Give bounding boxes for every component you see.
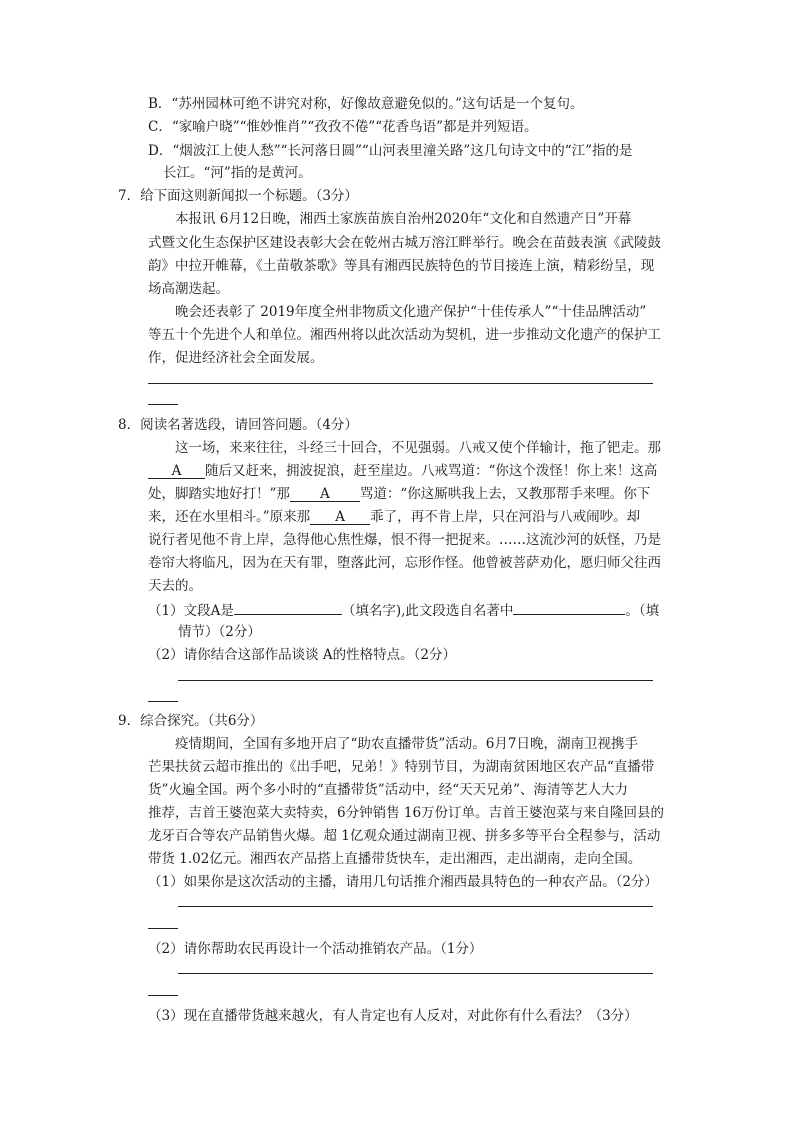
q7-news-line6: 等五十个先进个人和单位。湘西州将以此次活动为契机，进一步推动文化遗产的保护工 — [148, 327, 661, 343]
q9-passage-line3: 货”火遍全国。两个多小时的“直播带货”活动中，经“天天兄弟”、海清等艺人大力 — [148, 782, 629, 798]
q8-passage-line4-text-b: 乖了，再不肯上岸，只在河沿与八戒闹吵。却 — [370, 509, 641, 525]
q8-heading: 8．阅读名著选段，请回答问题。（4分） — [118, 417, 358, 433]
q6-option-d-line2: 长江。“河”指的是黄河。 — [163, 165, 312, 181]
q6-option-c: C．“家喻户晓”“惟妙惟肖”“孜孜不倦”“花香鸟语”都是并列短语。 — [148, 119, 538, 135]
q8-sub1-cont: 情节）（2分） — [178, 624, 261, 640]
q9-sub1: （1）如果你是这次活动的主播，请用几句话推介湘西最具特色的一种农产品。（2分） — [148, 874, 658, 890]
q7-heading: 7．给下面这则新闻拟一个标题。（3分） — [118, 188, 358, 204]
q7-news-line5: 晚会还表彰了 2019年度全州非物质文化遗产保护“十佳传承人”“十佳品牌活动” — [175, 304, 647, 320]
q8-sub2-answer-line-tail — [148, 701, 178, 702]
q8-blank-a-1: A — [148, 460, 205, 479]
q9-passage-line6: 带货 1.02亿元。湘西农产品搭上直播带货快车，走出湘西，走出湖南，走向全国。 — [148, 851, 642, 867]
q8-passage-line6: 卷帘大将临凡，因为在天有罪，堕落此河，忘形作怪。他曾被菩萨劝化，愿归师父往西 — [148, 555, 661, 571]
q8-passage-line2-text: 随后又赶来，拥波捉浪，赶至崖边。八戒骂道：“你这个泼怪！你上来！这高 — [205, 463, 658, 479]
q9-sub3: （3）现在直播带货越来越火，有人肯定也有人反对，对此你有什么看法？（3分） — [148, 1008, 638, 1024]
q8-passage-line3-text-b: 骂道：“你这厮哄我上去，又教那帮手来哩。你下 — [359, 486, 651, 502]
q7-news-line3: 韵》中拉开帷幕，《土苗敬茶歌》等具有湘西民族特色的节目接连上演，精彩纷呈，现 — [148, 258, 655, 274]
q8-sub1-text-c: 。（填 — [625, 603, 660, 619]
q8-sub1 — [148, 598, 659, 623]
q8-passage-line2 — [148, 460, 657, 483]
q8-passage-line4-text-a: 来，还在水里相斗。”原来那 — [148, 509, 311, 525]
q8-blank-a-3: A — [310, 506, 370, 525]
q6-option-b: B．“苏州园林可绝不讲究对称，好像故意避免似的。”这句话是一个复句。 — [148, 96, 584, 112]
q9-passage-line5: 龙牙百合等农产品销售火爆。超 1亿观众通过湖南卫视、拼多多等平台全程参与，活动 — [148, 828, 661, 844]
q6-option-d-line1: D．“烟波江上使人愁”“长河落日圆”“山河表里潼关路”这几句诗文中的“江”指的是 — [148, 143, 633, 159]
q9-passage-line1: 疫情期间，全国有多地开启了“助农直播带货”活动。6月7日晚，湖南卫视携手 — [175, 736, 638, 752]
q8-sub2: （2）请你结合这部作品谈谈 A的性格特点。（2分） — [148, 647, 456, 663]
q8-passage-line4 — [148, 506, 640, 529]
q8-passage-line1: 这一场，来来往往，斗经三十回合，不见强弱。八戒又使个佯输计，拖了钯走。那 — [175, 440, 661, 456]
q9-sub2-answer-line-tail — [148, 995, 178, 996]
q7-answer-line[interactable] — [148, 383, 653, 384]
q7-news-line4: 场高潮迭起。 — [148, 281, 229, 297]
q8-passage-line7: 天去的。 — [148, 578, 202, 594]
q8-sub1-plot-blank[interactable] — [513, 598, 625, 615]
q8-passage-line5: 说行者见他不肯上岸，急得他心焦性爆，恨不得一把捉来。……这流沙河的妖怪，乃是 — [148, 532, 661, 548]
q7-news-line7: 作，促进经济社会全面发展。 — [148, 350, 324, 366]
q8-blank-a-2: A — [290, 483, 360, 502]
q8-sub2-answer-line[interactable] — [178, 680, 653, 681]
q9-heading: 9．综合探究。（共6分） — [118, 713, 264, 729]
q9-sub2: （2）请你帮助农民再设计一个活动推销农产品。（1分） — [148, 941, 483, 957]
q8-passage-line3-text-a: 处，脚踏实地好打！”那 — [148, 486, 290, 502]
q8-sub1-text-b: （填名字),此文段选自名著中 — [341, 603, 514, 619]
q9-sub2-answer-line[interactable] — [178, 973, 653, 974]
q7-news-line1: 本报讯 6月12日晚，湘西土家族苗族自治州2020年“文化和自然遗产日”开幕 — [175, 211, 632, 227]
q9-passage-line2: 芒果扶贫云超市推出的《出手吧，兄弟！》特别节目，为湖南贫困地区农产品“直播带 — [148, 759, 655, 775]
q8-passage-line3 — [148, 483, 650, 506]
q9-sub1-answer-line-tail — [148, 928, 178, 929]
q9-passage-line4: 推荐，吉首王婆泡菜大卖特卖，6分钟销售 16万份订单。吉首王婆泡菜与来自隆回县的 — [148, 805, 665, 821]
q7-answer-line-tail — [148, 404, 178, 405]
q9-sub1-answer-line[interactable] — [178, 906, 653, 907]
q8-sub1-text-a: （1）文段A是 — [148, 603, 234, 619]
q8-sub1-name-blank[interactable] — [234, 598, 342, 615]
q7-news-line2: 式暨文化生态保护区建设表彰大会在乾州古城万溶江畔举行。晚会在苗鼓表演《武陵鼓 — [148, 235, 661, 251]
